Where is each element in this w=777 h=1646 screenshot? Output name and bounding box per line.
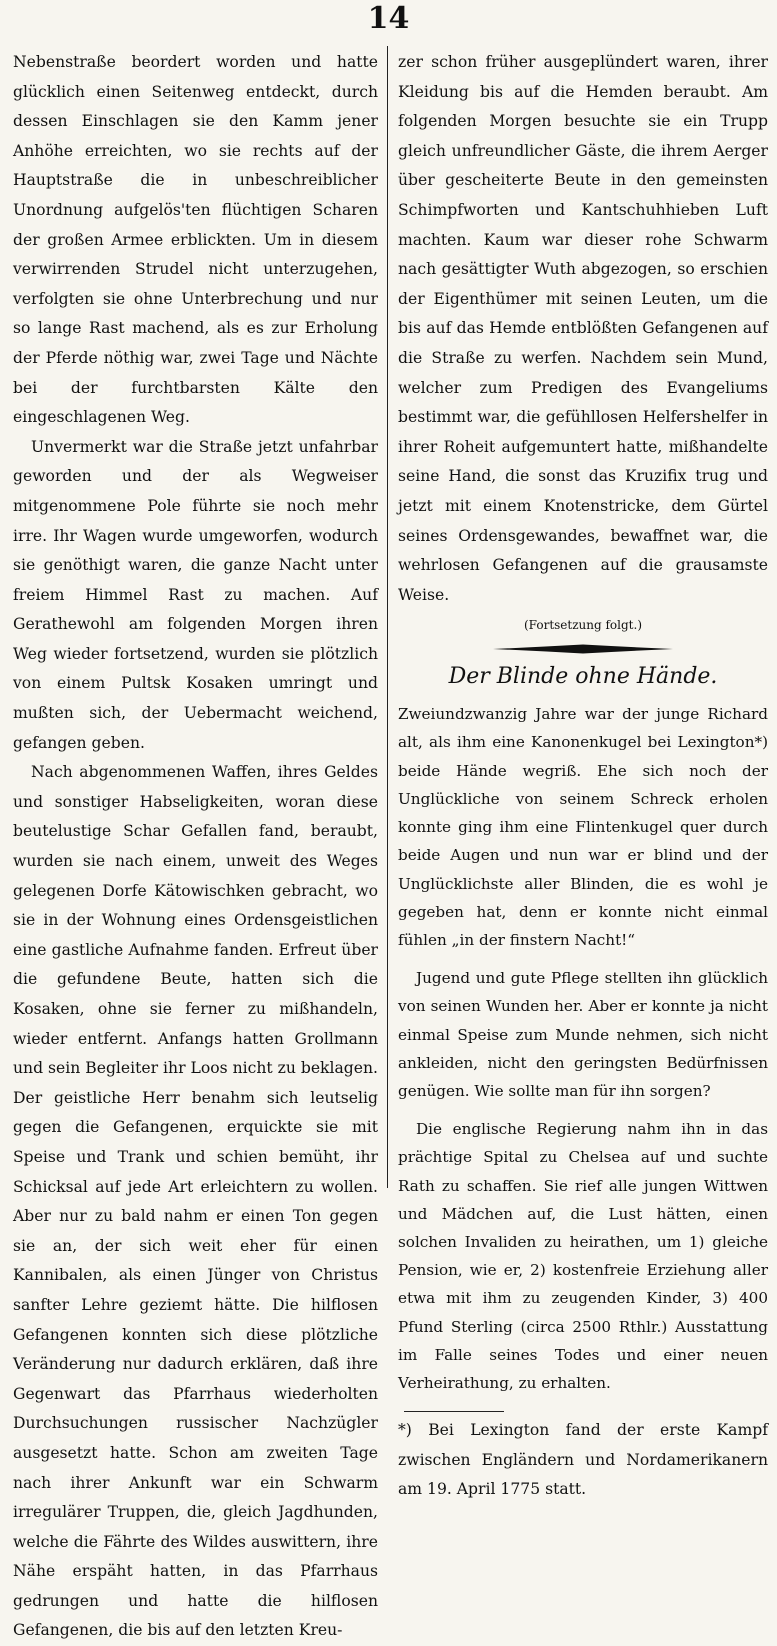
ornament-divider <box>493 644 673 654</box>
left-paragraph-3: Nach abgenommenen Waffen, ihres Geldes und sonstiger Habseligkeiten, woran diese beutelustige Schar Gefallen fand, beraubt, wurden sie nach einem, unweit des Weges gelegenen Dorfe Kätowischken gebracht, wo sie in der Wohnung eines Ordensgeistlichen eine gastliche Aufnahme fanden. Erfreut über die gefundene Beute, hatten sich die Kosaken, ohne sie ferner zu mißhandeln, wieder entfernt. Anfangs hatten Grollmann und sein Begleiter ihr Loos nicht zu beklagen. Der geistliche Herr benahm sich leutselig gegen die Gefangenen, erquickte sie mit Speise und Trank und schien bemüht, ihr Schicksal auf jede Art erleichtern zu wollen. Aber nur zu bald nahm er einen Ton gegen sie an, der sich weit eher für einen Kannibalen, als einen Jünger von Christus sanfter Lehre geziemt hätte. Die hilflosen Gefangenen konnten sich diese plötzliche Veränderung nur dadurch erklären, daß ihre Gegenwart das Pfarrhaus wiederholten Durchsuchungen russischer Nachzügler ausgesetzt hatte. Schon am zweiten Tage nach ihrer Ankunft war ein Schwarm irregulärer Truppen, die, gleich Jagdhunden, welche die Fährte des Wildes auswittern, ihre Nähe erspäht hatten, in das Pfarrhaus gedrungen und hatte die hilflosen Gefangenen, die bis auf den letzten Kreu- <box>13 763 378 1640</box>
story-paragraph-2: Jugend und gute Pflege stellten ihn glücklich von seinen Wunden her. Aber er konnte ja nicht einmal Speise zum Munde nehmen, sich nicht ankleiden, nicht den geringsten Bedürfnissen genügen. Wie sollte man für ihn sorgen? <box>398 969 768 1100</box>
left-paragraph-2: Unvermerkt war die Straße jetzt unfahrbar geworden und der als Wegweiser mitgenommene Pole führte sie noch mehr irre. Ihr Wagen wurde umgeworfen, wodurch sie genöthigt waren, die ganze Nacht unter freiem Himmel Rast zu machen. Auf Gerathewohl am folgenden Morgen ihren Weg wieder fortsetzend, wurden sie plötzlich von einem Pultsk Kosaken umringt und mußten sich, der Uebermacht weichend, gefangen geben. <box>13 437 378 752</box>
right-column <box>398 48 768 1505</box>
story-title: Der Blinde ohne Hände. <box>448 664 718 690</box>
footnote-rule <box>404 1411 504 1412</box>
story-paragraph-1: Zweiundzwanzig Jahre war der junge Richard alt, als ihm eine Kanonenkugel bei Lexington*) beide Hände wegriß. Ehe sich noch der Unglückliche von seinem Schreck erholen konnte ging ihm eine Flintenkugel quer durch beide Augen und nun war er blind und der Unglücklichste aller Blinden, die es wohl je gegeben hat, denn er konnte nicht einmal fühlen „in der finstern Nacht!“ <box>398 705 768 949</box>
continuation-paragraph: zer schon früher ausgeplündert waren, ihrer Kleidung bis auf die Hemden beraubt. Am folgenden Morgen besuchte sie ein Trupp gleich unfreundlicher Gäste, die ihrem Aerger über gescheiterte Beute in den gemeinsten Schimpfworten und Kantschuhhieben Luft machten. Kaum war dieser rohe Schwarm nach gesättigter Wuth abgezogen, so erschien der Eigenthümer mit seinen Leuten, um die bis auf das Hemde entblößten Gefangenen auf die Straße zu werfen. Nachdem sein Mund, welcher zum Predigen des Evangeliums bestimmt war, die gefühllosen Helfershelfer in ihrer Roheit aufgemuntert hatte, mißhandelte seine Hand, die sonst das Kruzifix trug und jetzt mit einem Knotenstricke, dem Gürtel seines Ordensgewandes, bewaffnet war, die wehrlosen Gefangenen auf die grausamste Weise. <box>398 53 768 604</box>
page-number: 14 <box>367 1 410 36</box>
footnote: *) Bei Lexington fand der erste Kampf zwischen Engländern und Nordamerikanern am 19. April 1775 statt. <box>398 1421 768 1499</box>
left-column <box>13 48 378 1646</box>
continued-note: (Fortsetzung folgt.) <box>524 618 642 633</box>
left-paragraph-1: Nebenstraße beordert worden und hatte glücklich einen Seitenweg entdeckt, durch dessen Einschlagen sie den Kamm jener Anhöhe erreichten, wo sie rechts auf der Hauptstraße die in unbeschreiblicher Unordnung aufgelös'ten flüchtigen Scharen der großen Armee erblickten. Um in diesem verwirrenden Strudel nicht unterzugehen, verfolgten sie ohne Unterbrechung und nur so lange Rast machend, als es zur Erholung der Pferde nöthig war, zwei Tage und Nächte bei der furchtbarsten Kälte den eingeschlagenen Weg. <box>13 53 378 427</box>
column-divider <box>387 46 388 1188</box>
story-paragraph-3: Die englische Regierung nahm ihn in das prächtige Spital zu Chelsea auf und suchte Rath zu schaffen. Sie rief alle jungen Wittwen und Mädchen auf, die Lust hätten, einen solchen Invaliden zu heirathen, um 1) gleiche Pension, wie er, 2) kostenfreie Erziehung aller etwa mit ihm zu zeugenden Kinder, 3) 400 Pfund Sterling (circa 2500 Rthlr.) Ausstattung im Falle seines Todes und einer neuen Verheirathung, zu erhalten. <box>398 1120 768 1392</box>
